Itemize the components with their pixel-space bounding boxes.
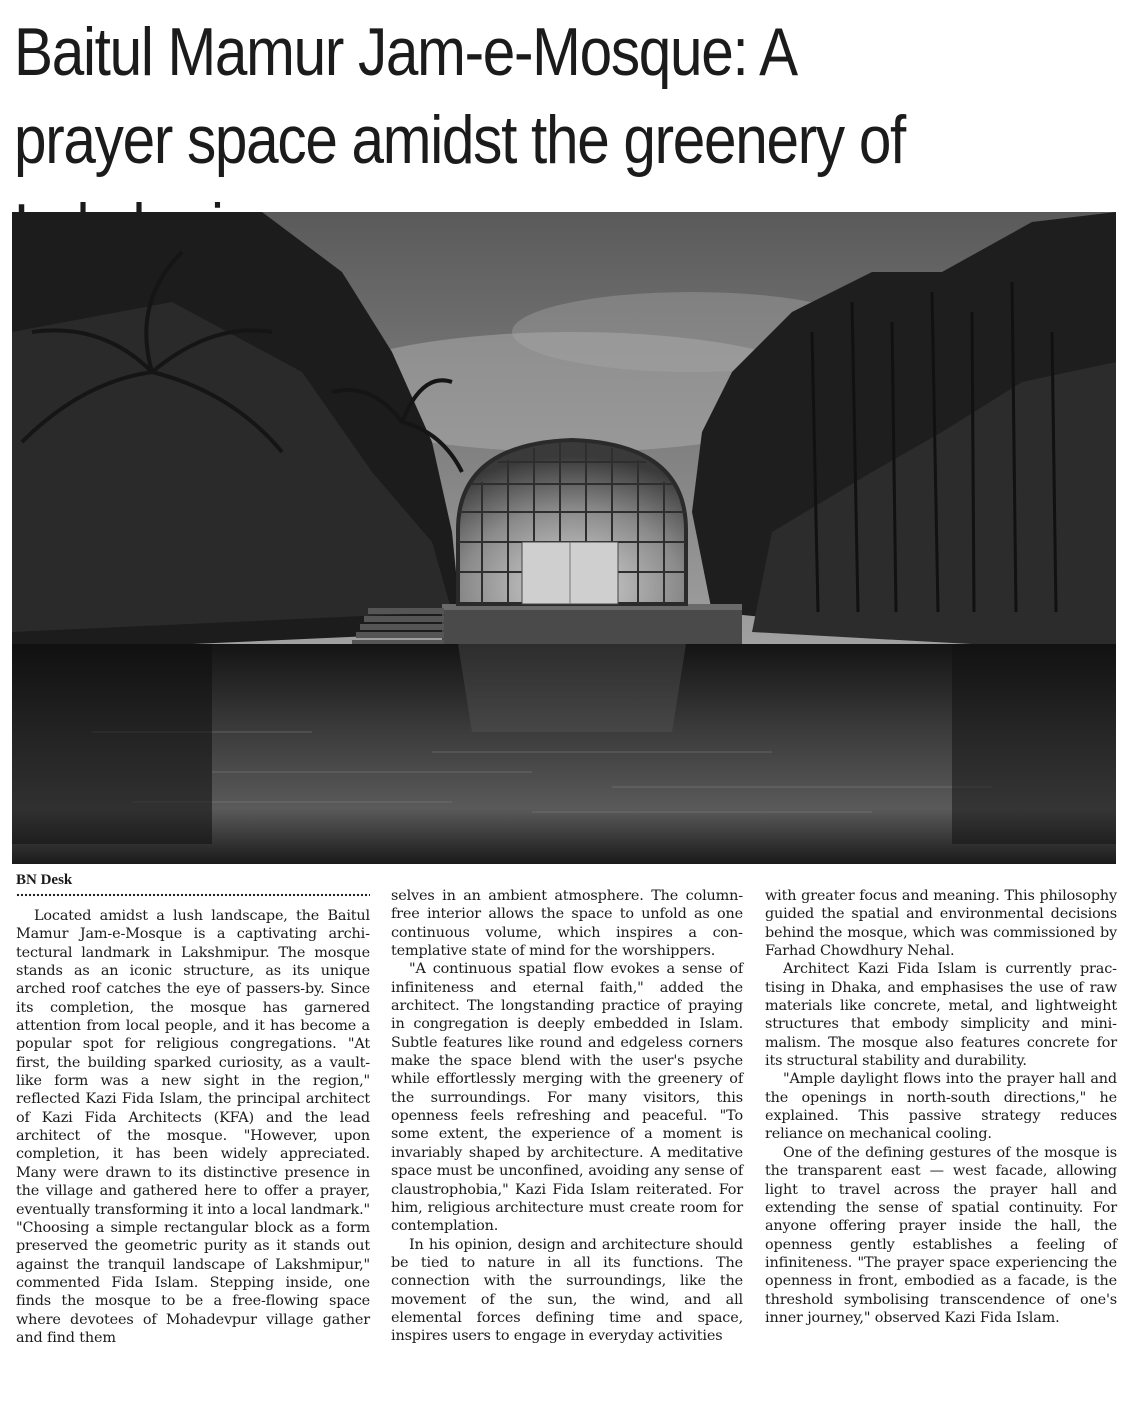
headline: Baitul Mamur Jam-e-Mosque: A prayer space amidst the greenery of [14,14,906,178]
paragraph: "Ample daylight flows into the prayer hall and the openings in north-south directions," he explained. This passive strategy reduces reliance on mechanical cooling. [765,1071,1117,1143]
mosque-photo-illustration [12,212,1116,864]
byline-divider [16,893,370,897]
paragraph: Architect Kazi Fida Islam is currently practising in Dhaka, and emphasises the use of raw materials like concrete, metal, and lightweight structures that embody simplicity and minimalism. The mosque also features concrete for its structural stability and durability. [765,961,1117,1070]
article-column-2 [391,887,743,1346]
mosque-photo [12,212,1116,864]
paragraph: "A continuous spatial flow evokes a sense of infiniteness and eternal faith," added the architect. The longstanding practice of praying in congregation is deeply embedded in Islam. Subtle features like round and edgeless corners make the space blend with the user's psyche while effortlessly merging with the greenery of the surroundings. For many visitors, this openness feels refreshing and peaceful. "To some extent, the experience of a moment is invariably shaped by architecture. A meditative space must be unconfined, avoiding any sense of claustrophobia," Kazi Fida Islam reiterated. For him, religious architecture must create room for contemplation. [391,961,743,1235]
paragraph: selves in an ambient atmosphere. The column-free interior allows the space to unfold as one continuous volume, which inspires a contemplative state of mind for the worshippers. [391,888,743,960]
article-column-3 [765,887,1117,1327]
paragraph: with greater focus and meaning. This philosophy guided the spatial and environmental decisions behind the mosque, which was commissioned by Farhad Chowdhury Nehal. [765,888,1117,960]
paragraph: In his opinion, design and architecture should be tied to nature in all its functions. The connection with the surroundings, like the movement of the sun, the wind, and all elemental forces defining time and space, inspires users to engage in everyday activities [391,1236,743,1345]
byline: BN Desk [16,872,73,888]
article-column-1 [16,907,370,1347]
paragraph: One of the defining gestures of the mosque is the transparent east — west facade, allowing light to travel across the prayer hall and extending the sense of spatial continuity. For anyone offering prayer inside the hall, the openness gently establishes a feeling of infiniteness. "The prayer space experiencing the openness in front, embodied as a facade, is the threshold symbolising transcendence of one's inner journey," observed Kazi Fida Islam. [765,1144,1117,1326]
paragraph: Located amidst a lush landscape, the Baitul Mamur Jam-e-Mosque is a captivating architectural landmark in Lakshmipur. The mosque stands as an iconic structure, as its unique arched roof catches the eye of passers-by. Since its completion, the mosque has garnered attention from local people, and it has become a popular spot for religious congregations. "At first, the building sparked curiosity, as a vault-like form was a new sight in the region," reflected Kazi Fida Islam, the principal architect of Kazi Fida Architects (KFA) and the lead architect of the mosque. "However, upon completion, it has been widely appreciated. Many were drawn to its distinctive presence in the village and gathered here to offer a prayer, eventually transforming it into a local landmark." "Choosing a simple rectangular block as a form preserved the geometric purity as it stands out against the tranquil landscape of Lakshmipur," commented Fida Islam. Stepping inside, one finds the mosque to be a free-flowing space where devotees of Mohadevpur village gather and find them [16,908,370,1346]
